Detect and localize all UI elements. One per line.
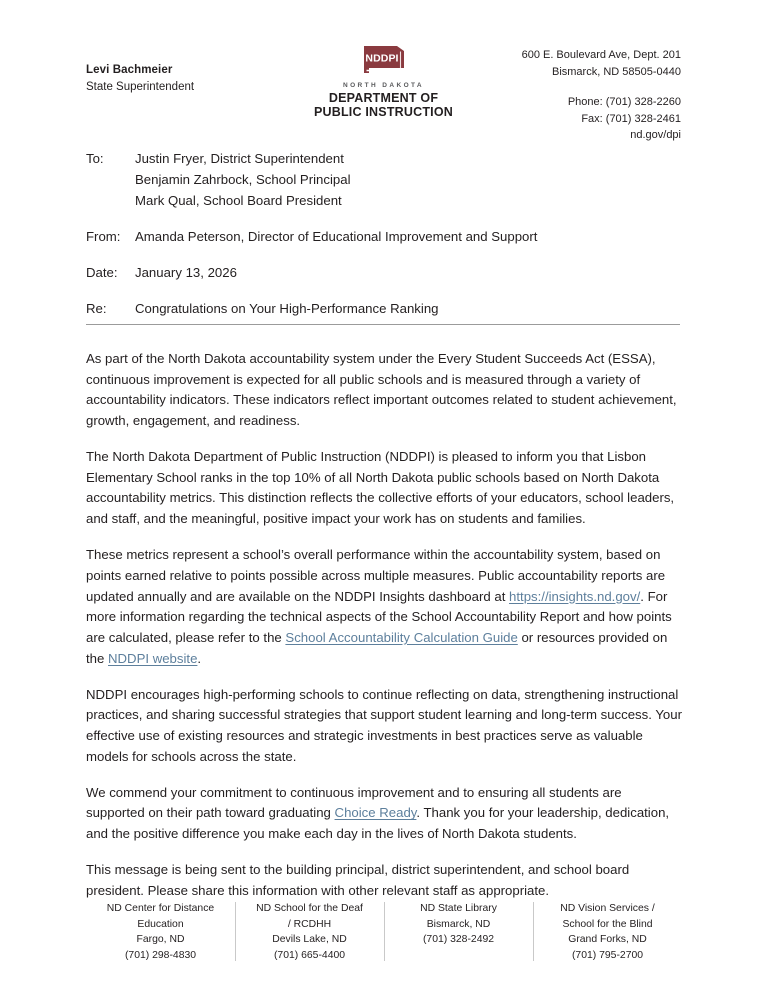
memo-row-to <box>86 149 681 211</box>
letterhead <box>86 44 681 141</box>
paragraph-3 <box>86 545 682 669</box>
footer-line: ND Vision Services / <box>560 902 655 914</box>
paragraph-5 <box>86 783 682 845</box>
paragraph-3-text-3: or resources provided on the <box>86 629 668 666</box>
memo-value-from: Amanda Peterson, Director of Educational Improvement and Support <box>135 229 538 245</box>
footer-column-state-library <box>384 901 533 964</box>
footer-line: Fargo, ND <box>136 934 185 946</box>
header-divider-rule <box>86 324 680 325</box>
recipient-1: Justin Fryer, District Superintendent <box>135 151 344 166</box>
address-line-1: 600 E. Boulevard Ave, Dept. 201 <box>521 49 681 61</box>
memo-row-from <box>86 227 681 247</box>
agency-footer <box>86 901 682 964</box>
memo-row-date <box>86 263 681 283</box>
recipient-3: Mark Qual, School Board President <box>135 193 342 209</box>
footer-line: (701) 328-2492 <box>422 934 495 946</box>
contact-spacer <box>421 80 681 94</box>
paragraph-1: As part of the North Dakota accountability system under the Every Student Succeeds Act (ESSA), continuous improvement is expected for all public schools and is measured through a variety of accountability indicators. These indicators reflect important outcomes related to student achievement, growth, engagement, and readiness. <box>86 351 677 428</box>
logo-dept-line-2: PUBLIC INSTRUCTION <box>313 105 453 120</box>
memo-value-to <box>135 149 681 211</box>
memo-body <box>86 349 682 902</box>
logo-state-label: NORTH DAKOTA <box>342 82 425 89</box>
insights-dashboard-link[interactable]: https://insights.nd.gov/ <box>509 588 641 604</box>
phone-line: Phone: (701) 328-2260 <box>567 96 681 108</box>
paragraph-5-text-1: We commend your commitment to continuous improvement and to ensuring all students are supported on their path toward graduating <box>86 784 622 821</box>
footer-line: ND State Library <box>420 902 497 914</box>
choice-ready-link[interactable]: Choice Ready <box>334 805 417 821</box>
footer-line: Bismarck, ND <box>426 918 491 930</box>
calculation-guide-link[interactable]: School Accountability Calculation Guide <box>285 629 518 645</box>
footer-line: School for the Blind <box>562 918 653 930</box>
website-line: nd.gov/dpi <box>630 129 681 141</box>
paragraph-5-text-2: . Thank you for your leadership, dedication, and the positive difference you make each day in the lives of North Dakota students. <box>86 805 670 842</box>
memo-label-date: Date: <box>86 265 118 281</box>
agency-contact-block <box>421 47 681 144</box>
fax-line: Fax: (701) 328-2461 <box>581 112 681 125</box>
superintendent-name: Levi Bachmeier <box>86 64 173 76</box>
paragraph-3-text-1: These metrics represent a school’s overall performance within the accountability system, based on points earned relative to points possible across multiple measures. Public accountability reports are updated annually and are available on the NDDPI Insights dashboard at <box>86 547 666 604</box>
paragraph-3-text-2: . For more information regarding the technical aspects of the School Accountability Report and how points are calculated, please refer to the <box>86 588 672 645</box>
paragraph-3-text-4: . <box>197 650 202 666</box>
memo-label-from: From: <box>86 229 121 245</box>
footer-line: (701) 298-4830 <box>124 950 197 962</box>
paragraph-2: The North Dakota Department of Public Instruction (NDDPI) is pleased to inform you that Lisbon Elementary School ranks in the top 10% of all North Dakota public schools based on North Dakota accountability metrics. This distinction reflects the collective efforts of your educators, school leaders, and staff, and the meaningful, positive impact your work has on students and families. <box>86 449 675 527</box>
logo-dept-line-1: DEPARTMENT OF <box>328 90 439 105</box>
footer-line: ND School for the Deaf <box>256 902 363 914</box>
memo-value-date: January 13, 2026 <box>135 265 237 281</box>
superintendent-block <box>86 62 316 95</box>
footer-line: / RCDHH <box>287 918 332 930</box>
paragraph-4: NDDPI encourages high-performing schools to continue reflecting on data, strengthening instructional practices, and sharing successful strategies that support student learning and long-term success. Your effective use of existing resources and strategic investments in best practices serve as valuable models for schools across the state. <box>86 686 682 764</box>
footer-line: ND Center for Distance <box>106 902 215 914</box>
footer-line: Grand Forks, ND <box>568 934 647 946</box>
nddpi-website-link[interactable]: NDDPI website <box>108 650 198 666</box>
footer-column-vision-services <box>533 901 682 964</box>
footer-column-distance-education <box>86 901 235 964</box>
nddpi-state-outline-icon <box>360 44 408 78</box>
address-line-2: Bismarck, ND 58505-0440 <box>551 65 681 78</box>
memo-header <box>86 149 681 319</box>
footer-column-school-for-the-deaf <box>235 901 384 964</box>
footer-line: Education <box>137 918 184 930</box>
memo-value-re: Congratulations on Your High-Performance Ranking <box>135 301 439 317</box>
footer-line: (701) 795-2700 <box>571 950 644 962</box>
recipient-2: Benjamin Zahrbock, School Principal <box>135 172 351 188</box>
memo-label-to: To: <box>86 151 104 166</box>
footer-line: Devils Lake, ND <box>272 934 347 946</box>
footer-line: (701) 665-4400 <box>273 950 346 962</box>
memo-row-re <box>86 299 681 319</box>
superintendent-title: State Superintendent <box>86 80 195 93</box>
paragraph-6: This message is being sent to the building principal, district superintendent, and school board president. Please share this information with other relevant staff as appropriate. <box>86 862 630 898</box>
memo-label-re: Re: <box>86 301 107 317</box>
svg-text:NDDPI: NDDPI <box>364 52 399 65</box>
